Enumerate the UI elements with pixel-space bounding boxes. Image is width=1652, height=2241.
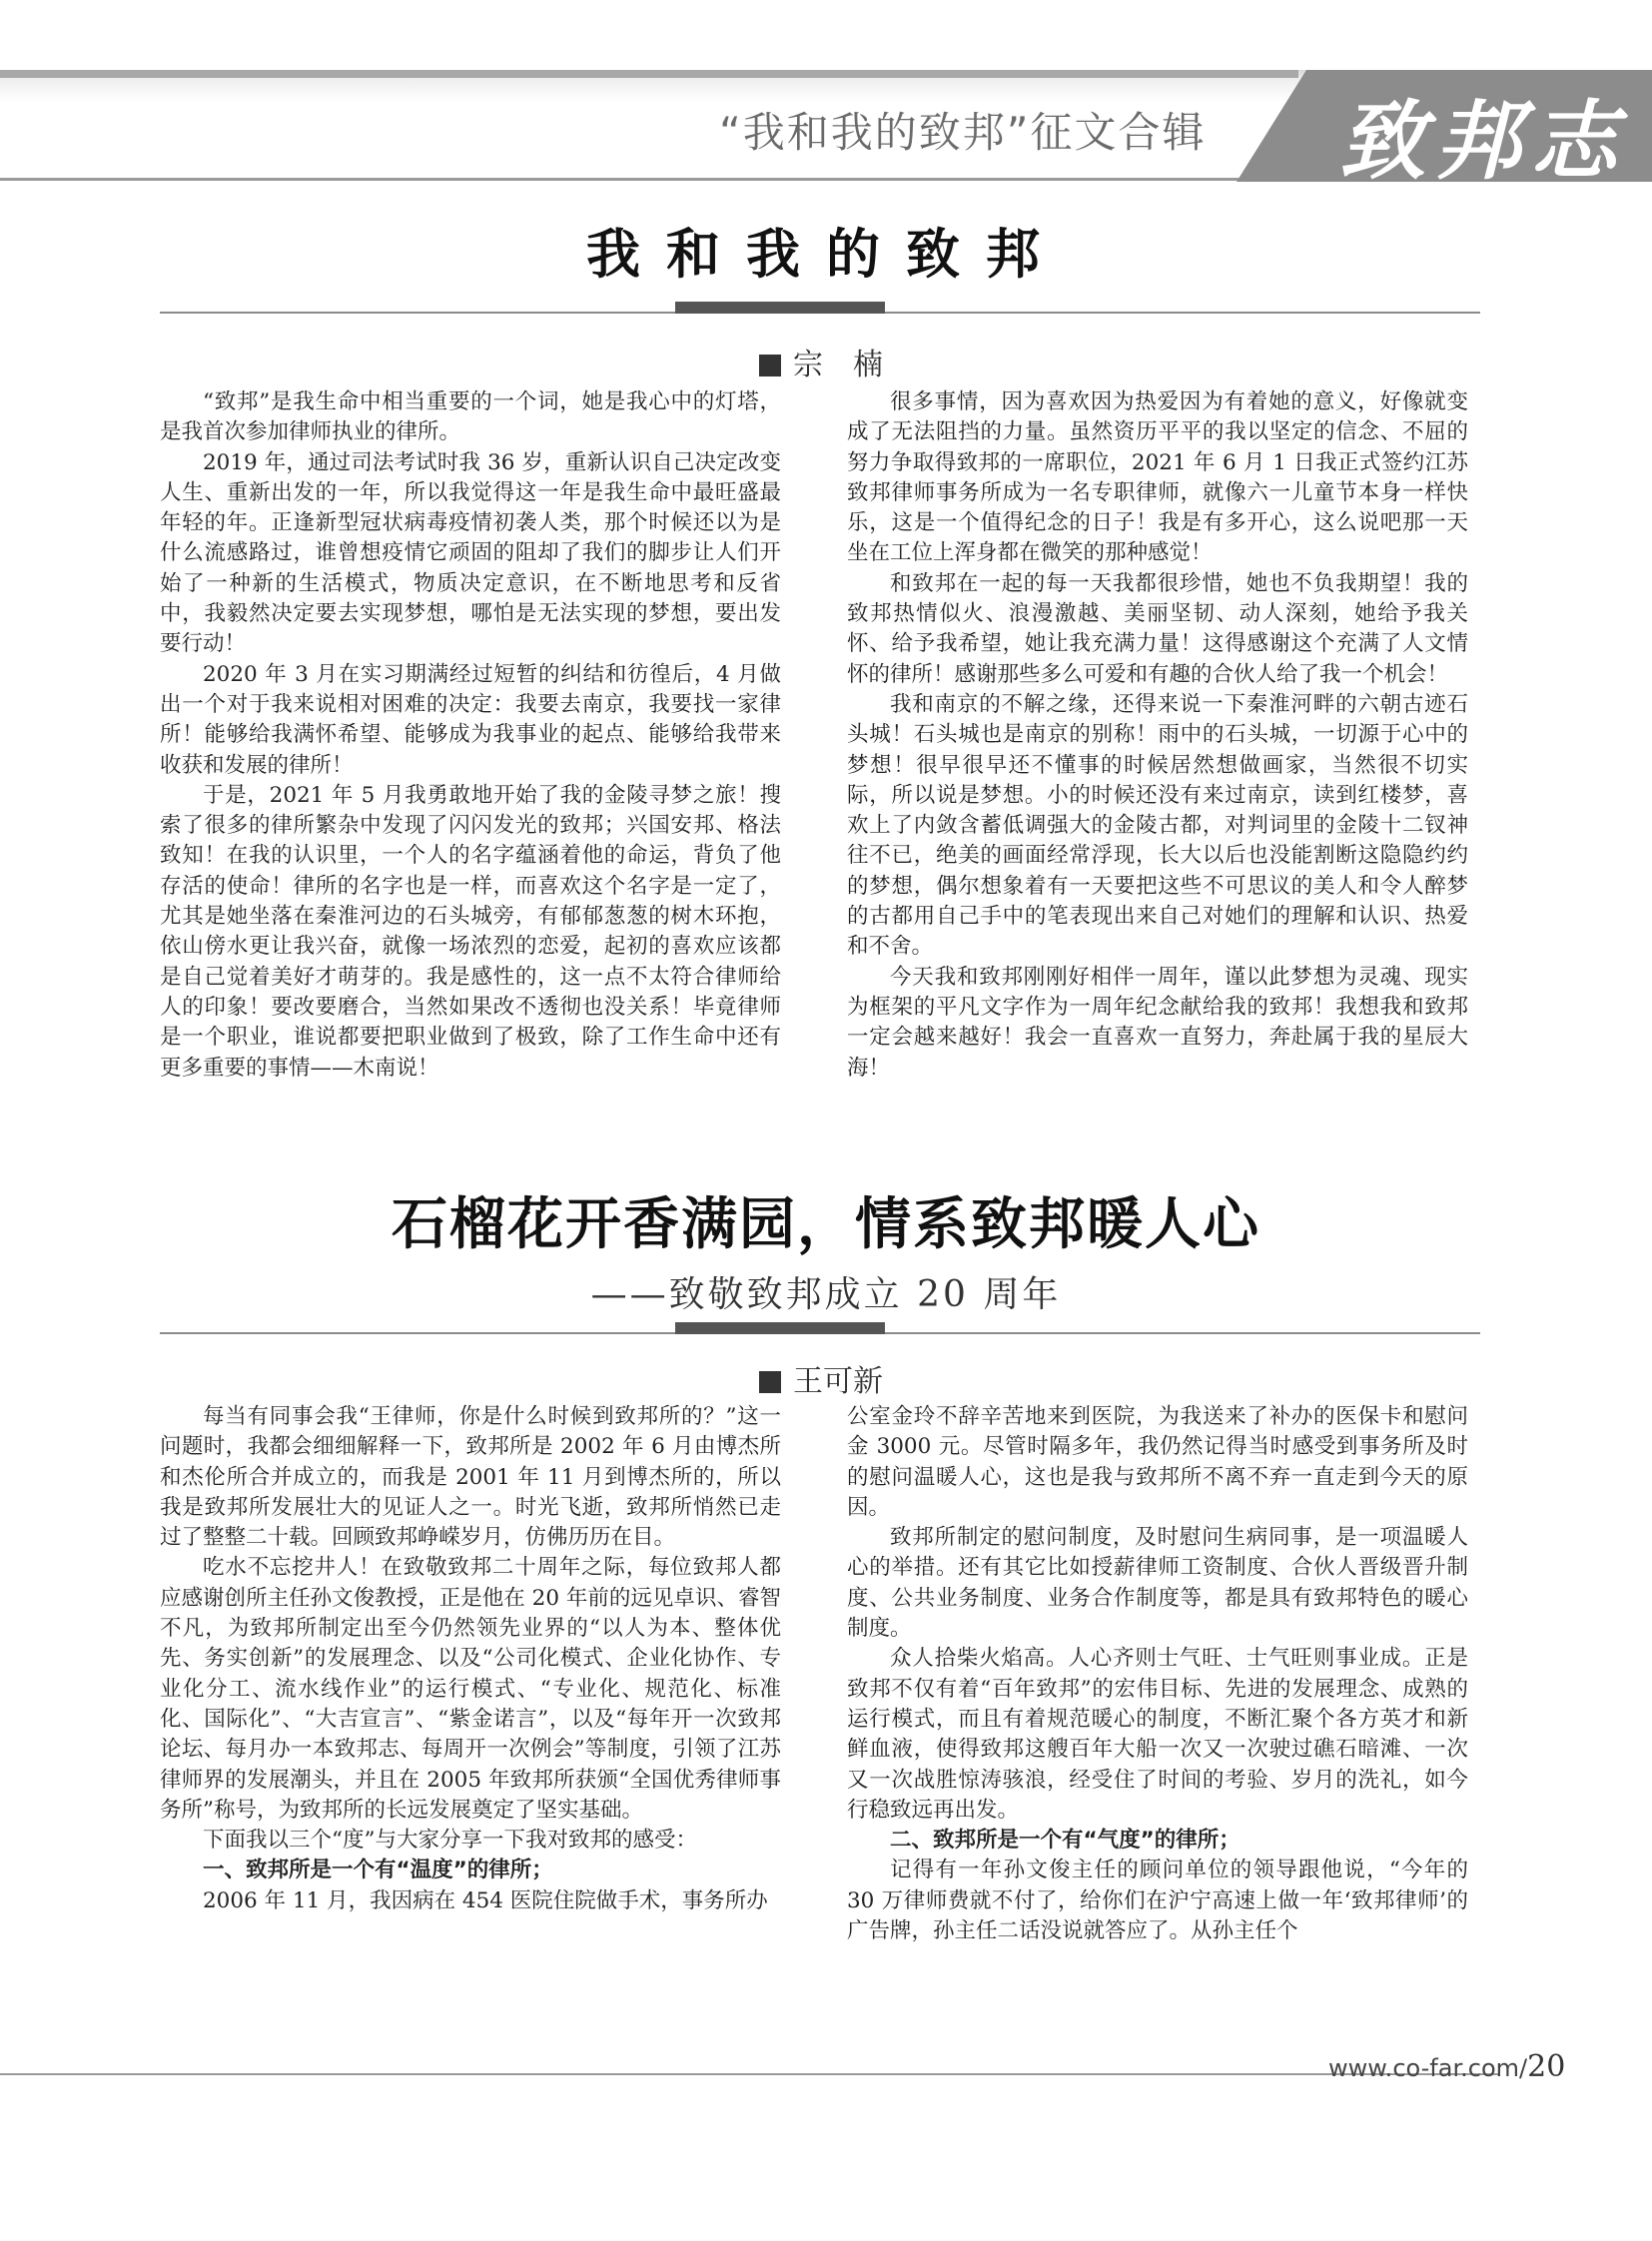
- section-heading-1: 一、致邦所是一个有“温度”的律所；: [203, 1858, 553, 1883]
- article2-subtitle: ——致敬致邦成立 20 周年: [590, 1274, 1062, 1315]
- article1-author: 宗 楠: [793, 348, 883, 382]
- article2-author: 王可新: [793, 1364, 883, 1399]
- article1-rule-accent: [675, 302, 885, 314]
- page-number: 20: [1527, 2049, 1566, 2084]
- footer-rule: [0, 2073, 1498, 2075]
- paragraph: 每当有同事会我“王律师，你是什么时候到致邦所的？”这一问题时，我都会细细解释一下，致邦所是 2002 年 6 月由博杰所和杰伦所合并成立的，而我是 2001 年 11 月到博杰所的，所以我是致邦所发展壮大的见证人之一。时光飞逝，致邦所悄然已走过了整整二十载。回顾致邦峥嵘岁月，仿佛历历在目。: [160, 1404, 781, 1551]
- footer: [1328, 2049, 1565, 2084]
- header-top-rule: [0, 70, 1298, 78]
- article1-col1: [160, 387, 781, 1084]
- article2-col2: [847, 1402, 1468, 1946]
- footer-separator: /: [1519, 2054, 1528, 2082]
- magazine-logo: [1237, 70, 1652, 192]
- paragraph: 于是，2021 年 5 月我勇敢地开始了我的金陵寻梦之旅！搜索了很多的律所繁杂中发现了闪闪发光的致邦；兴国安邦、格法致知！在我的认识里，一个人的名字蕴涵着他的命运，背负了他存活的使命！律所的名字也是一样，而喜欢这个名字是一定了，尤其是她坐落在秦淮河边的石头城旁，有郁郁葱葱的树木环抱，依山傍水更让我兴奋，就像一场浓烈的恋爱，起初的喜欢应该都是自己觉着美好才萌芽的。我是感性的，这一点不太符合律师给人的印象！要改要磨合，当然如果改不透彻也没关系！毕竟律师是一个职业，谁说都要把职业做到了极致，除了工作生命中还有更多重要的事情——木南说！: [160, 782, 781, 1081]
- byline-square-icon: [759, 1371, 781, 1393]
- paragraph: 公室金玲不辞辛苦地来到医院，为我送来了补办的医保卡和慰问金 3000 元。尽管时隔多年，我仍然记得当时感受到事务所及时的慰问温暖人心，这也是我与致邦所不离不弃一直走到今天的原因。: [847, 1404, 1468, 1520]
- paragraph: 吃水不忘挖井人！在致敬致邦二十周年之际，每位致邦人都应感谢创所主任孙文俊教授，正是他在 20 年前的远见卓识、睿智不凡，为致邦所制定出至今仍然领先业界的“以人为本、整体优先、务实创新”的发展理念、以及“公司化模式、企业化协作、专业化分工、流水线作业”的运行模式、“专业化、规范化、标准化、国际化”、“大吉宣言”、“紫金诺言”，以及“每年开一次致邦论坛、每月办一本致邦志、每周开一次例会”等制度，引领了江苏律师界的发展潮头，并且在 2005 年致邦所获颁“全国优秀律师事务所”称号，为致邦所的长远发展奠定了坚实基础。: [160, 1555, 781, 1823]
- paragraph: 2020 年 3 月在实习期满经过短暂的纠结和彷徨后，4 月做出一个对于我来说相对困难的决定：我要去南京，我要找一家律所！能够给我满怀希望、能够成为我事业的起点、能够给我带来收获和发展的律所！: [160, 661, 781, 778]
- article1-title: 我和我的致邦: [586, 223, 1066, 286]
- footer-url: www.co-far.com: [1328, 2054, 1520, 2082]
- paragraph: 和致邦在一起的每一天我都很珍惜，她也不负我期望！我的致邦热情似火、浪漫激越、美丽坚韧、动人深刻，她给予我关怀、给予我希望，她让我充满力量！这得感谢这个充满了人文情怀的律所！感谢那些多么可爱和有趣的合伙人给了我一个机会！: [847, 570, 1468, 687]
- article2-byline: [759, 1356, 883, 1400]
- article1-byline: [759, 340, 883, 383]
- paragraph: 众人拾柴火焰高。人心齐则士气旺、士气旺则事业成。正是致邦不仅有着“百年致邦”的宏伟目标、先进的发展理念、成熟的运行模式，而且有着规范暖心的制度，不断汇聚个各方英才和新鲜血液，使得致邦这艘百年大船一次又一次驶过礁石暗滩、一次又一次战胜惊涛骇浪，经受住了时间的考验、岁月的洗礼，如今行稳致远再出发。: [847, 1646, 1468, 1823]
- article2-title: 石榴花开香满园，情系致邦暖人心: [392, 1192, 1260, 1257]
- paragraph: 我和南京的不解之缘，还得来说一下秦淮河畔的六朝古迹石头城！石头城也是南京的别称！雨中的石头城，一切源于心中的梦想！很早很早还不懂事的时候居然想做画家，当然很不切实际，所以说是梦想。小的时候还没有来过南京，读到红楼梦，喜欢上了内敛含蓄低调强大的金陵古都，对判词里的金陵十二钗神往不已，绝美的画面经常浮现，长大以后也没能割断这隐隐约约的梦想，偶尔想象着有一天要把这些不可思议的美人和令人醉梦的古都用自己手中的笔表现出来自己对她们的理解和认识、热爱和不舍。: [847, 691, 1468, 960]
- header-bottom-rule: [0, 178, 1258, 181]
- paragraph: 致邦所制定的慰问制度，及时慰问生病同事，是一项温暖人心的举措。还有其它比如授薪律师工资制度、合伙人晋级晋升制度、公共业务制度、业务合作制度等，都是具有致邦特色的暖心制度。: [847, 1525, 1468, 1642]
- paragraph: 2019 年，通过司法考试时我 36 岁，重新认识自己决定改变人生、重新出发的一年，所以我觉得这一年是我生命中最旺盛最年轻的年。正逢新型冠状病毒疫情初袭人类，那个时候还以为是什么流感路过，谁曾想疫情它顽固的阻却了我们的脚步让人们开始了一种新的生活模式，物质决定意识，在不断地思考和反省中，我毅然决定要去实现梦想，哪怕是无法实现的梦想，要出发要行动！: [160, 449, 781, 657]
- paragraph: 记得有一年孙文俊主任的顾问单位的领导跟他说，“今年的 30 万律师费就不付了，给你们在沪宁高速上做一年‘致邦律师’的广告牌，孙主任二话没说就答应了。从孙主任个: [847, 1858, 1468, 1944]
- paragraph: 很多事情，因为喜欢因为热爱因为有着她的意义，好像就变成了无法阻挡的力量。虽然资历平平的我以坚定的信念、不屈的努力争取得致邦的一席职位，2021 年 6 月 1 日我正式签约江苏致邦律师事务所成为一名专职律师，就像六一儿童节本身一样快乐，这是一个值得纪念的日子！我是有多开心，这么说吧那一天坐在工位上浑身都在微笑的那种感觉！: [847, 389, 1468, 566]
- logo-text: 致邦志: [1339, 91, 1627, 192]
- paragraph: “致邦”是我生命中相当重要的一个词，她是我心中的灯塔，是我首次参加律师执业的律所。: [160, 389, 781, 445]
- section-heading-2: 二、致邦所是一个有“气度”的律所；: [890, 1828, 1240, 1854]
- paragraph: 今天我和致邦刚刚好相伴一周年，谨以此梦想为灵魂、现实为框架的平凡文字作为一周年纪念献给我的致邦！我想我和致邦一定会越来越好！我会一直喜欢一直努力，奔赴属于我的星辰大海！: [847, 964, 1468, 1081]
- paragraph: 2006 年 11 月，我因病在 454 医院住院做手术，事务所办: [203, 1887, 768, 1913]
- byline-square-icon: [759, 355, 781, 376]
- article1-col2: [847, 387, 1468, 1084]
- paragraph: 下面我以三个“度”与大家分享一下我对致邦的感受：: [203, 1828, 697, 1854]
- article2-col1: [160, 1402, 781, 1916]
- series-title: “我和我的致邦”征文合辑: [719, 108, 1207, 157]
- article2-rule-accent: [675, 1322, 885, 1334]
